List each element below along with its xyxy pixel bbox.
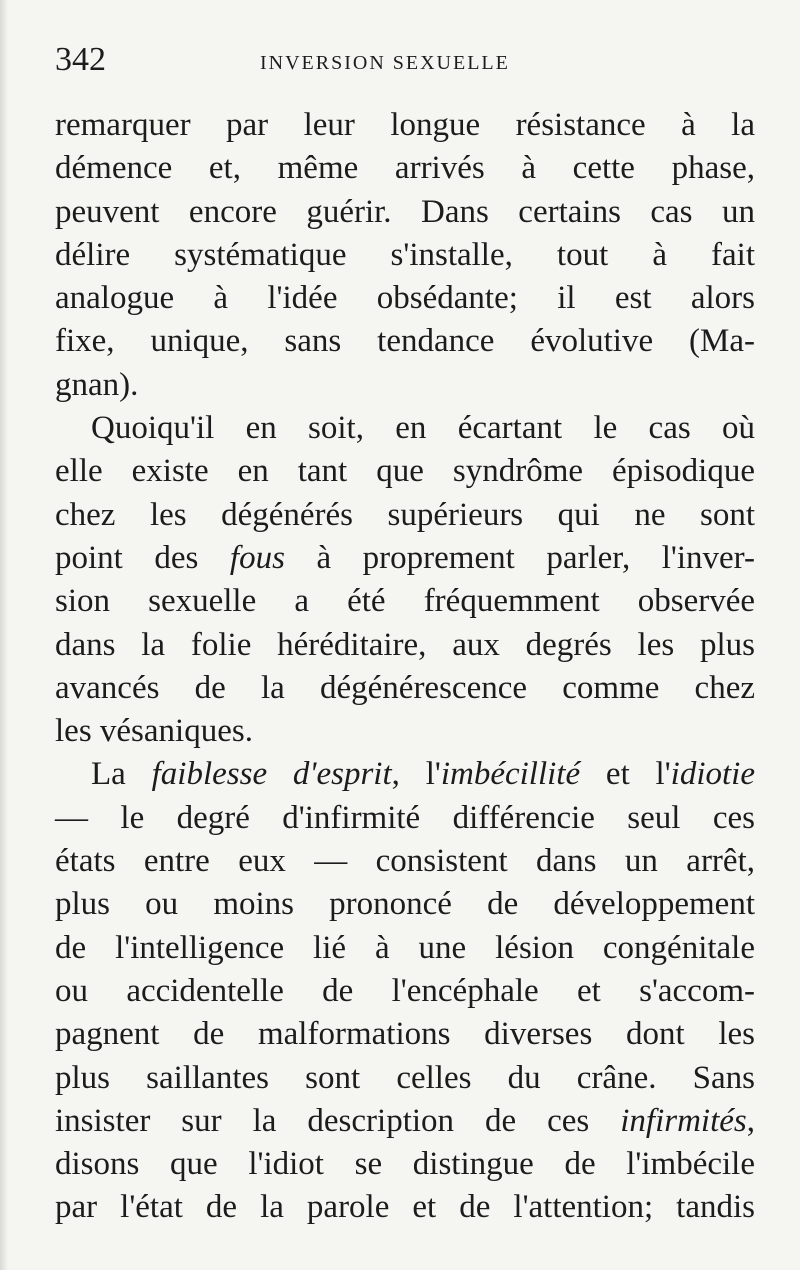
- text-segment: analogue à l'idée obsédante; il est alors: [55, 280, 755, 317]
- text-line: [55, 364, 755, 407]
- text-segment: peuvent encore guérir. Dans certains cas un: [55, 193, 755, 230]
- text-line: [55, 710, 755, 753]
- page-header: [55, 40, 755, 80]
- text-segment: ,: [746, 1102, 755, 1139]
- text-segment: gnan).: [55, 366, 139, 403]
- text-line: [55, 840, 755, 883]
- text-segment: dans la folie héréditaire, aux degrés les plus: [55, 626, 755, 663]
- page-edge-shadow: [0, 0, 8, 1270]
- italic-text: idiotie: [670, 756, 755, 793]
- text-segment: avancés de la dégénérescence comme chez: [55, 669, 755, 706]
- text-segment: plus ou moins prononcé de développement: [55, 886, 755, 923]
- text-segment: démence et, même arrivés à cette phase,: [55, 150, 755, 187]
- text-line: [55, 970, 755, 1013]
- text-segment: plus saillantes sont celles du crâne. Sans: [55, 1059, 755, 1096]
- text-line: [55, 191, 755, 234]
- text-segment: par l'état de la parole et de l'attention; tandis: [55, 1189, 755, 1226]
- text-line: [55, 407, 755, 450]
- text-line: [55, 667, 755, 710]
- text-segment: , l': [391, 756, 441, 793]
- text-segment: point des: [55, 539, 230, 576]
- text-line: [55, 537, 755, 580]
- text-segment: chez les dégénérés supérieurs qui ne sont: [55, 496, 755, 533]
- text-segment: disons que l'idiot se distingue de l'imbécile: [55, 1146, 755, 1183]
- text-segment: et l': [580, 756, 671, 793]
- text-line: [55, 753, 755, 796]
- text-segment: les vésaniques.: [55, 713, 253, 750]
- text-segment: états entre eux — consistent dans un arrêt,: [55, 843, 755, 880]
- text-line: [55, 234, 755, 277]
- text-line: [55, 927, 755, 970]
- page-number: 342: [55, 41, 106, 78]
- text-segment: fixe, unique, sans tendance évolutive (Ma-: [55, 323, 755, 360]
- text-line: [55, 1186, 755, 1229]
- text-line: [55, 624, 755, 667]
- text-segment: délire systématique s'installe, tout à fait: [55, 236, 755, 273]
- text-segment: — le degré d'infirmité différencie seul ces: [55, 799, 755, 836]
- body-text: [55, 104, 755, 1230]
- italic-text: infirmités: [620, 1102, 747, 1139]
- text-line: [55, 147, 755, 190]
- text-segment: ou accidentelle de l'encéphale et s'accom-: [55, 972, 755, 1009]
- text-line: [55, 580, 755, 623]
- italic-text: fous: [229, 539, 285, 576]
- text-line: [55, 277, 755, 320]
- text-line: [55, 494, 755, 537]
- text-segment: de l'intelligence lié à une lésion congénitale: [55, 929, 755, 966]
- text-line: [55, 320, 755, 363]
- text-segment: insister sur la description de ces: [55, 1102, 621, 1139]
- text-line: [55, 1100, 755, 1143]
- text-segment: remarquer par leur longue résistance à la: [55, 107, 755, 143]
- text-line: [55, 883, 755, 926]
- text-segment: La: [91, 756, 152, 793]
- text-line: [55, 1143, 755, 1186]
- text-segment: pagnent de malformations diverses dont les: [55, 1016, 755, 1053]
- text-segment: sion sexuelle a été fréquemment observée: [55, 583, 755, 620]
- text-line: [55, 797, 755, 840]
- running-head: INVERSION SEXUELLE: [260, 52, 510, 74]
- text-line: [55, 104, 755, 147]
- text-segment: elle existe en tant que syndrôme épisodique: [55, 453, 755, 490]
- text-line: [55, 1057, 755, 1100]
- text-segment: Quoiqu'il en soit, en écartant le cas où: [91, 410, 755, 447]
- italic-text: faiblesse d'esprit: [151, 756, 392, 793]
- text-segment: à proprement parler, l'inver-: [284, 539, 755, 576]
- text-line: [55, 1013, 755, 1056]
- text-line: [55, 450, 755, 493]
- italic-text: imbécillité: [440, 756, 581, 793]
